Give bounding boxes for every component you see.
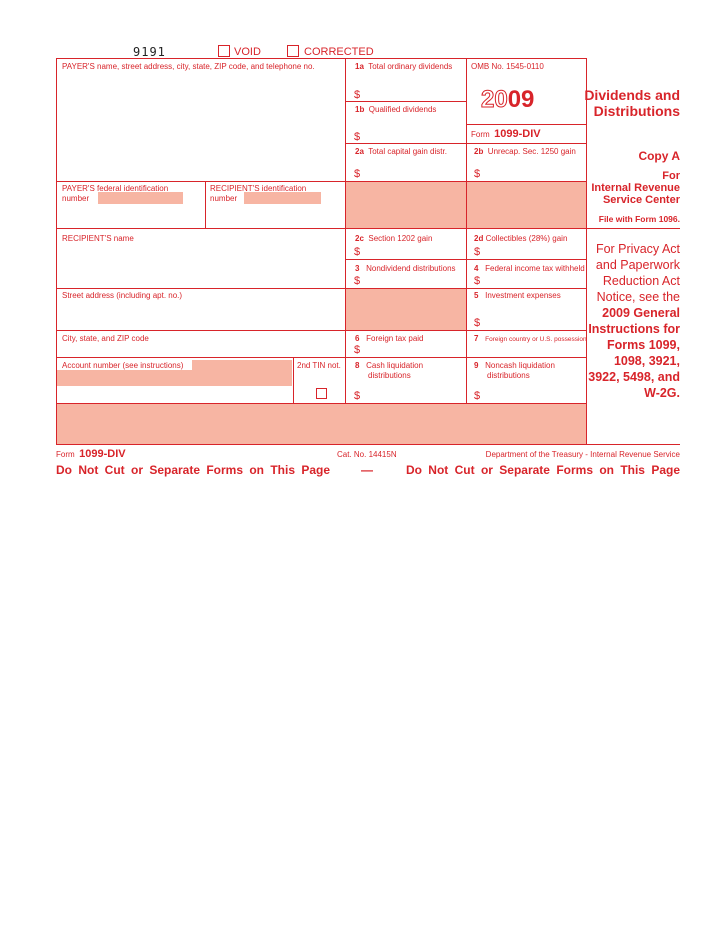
box-4-label: 4 Federal income tax withheld <box>474 264 585 273</box>
box-2d-dollar: $ <box>474 246 481 258</box>
box-1b-label: 1b Qualified dividends <box>355 105 437 114</box>
instructions-line-5: 3922, 5498, and <box>588 370 680 384</box>
box-8-label-2: distributions <box>368 371 411 380</box>
cut-warning-left: Do Not Cut or Separate Forms on This Page <box>56 463 331 477</box>
cut-warning-dash: — <box>361 463 373 477</box>
box-9-dollar: $ <box>474 390 481 402</box>
box-7-label: 7 Foreign country or U.S. possession <box>474 334 587 343</box>
box-2d-label: 2d Collectibles (28%) gain <box>474 234 568 243</box>
tax-year: 2009 <box>481 86 535 113</box>
void-checkbox[interactable] <box>218 45 230 57</box>
copy-irs-2: Service Center <box>602 194 680 206</box>
city-state-zip-label: City, state, and ZIP code <box>62 334 149 343</box>
box-1a-dollar: $ <box>354 89 361 101</box>
box-1b-dollar: $ <box>354 131 361 143</box>
instructions-line-4: 1098, 3921, <box>613 354 680 368</box>
instructions-line-1: 2009 General <box>602 306 680 320</box>
privacy-line-4: Notice, see the <box>596 290 680 304</box>
recipient-id-shade <box>244 192 321 204</box>
recipient-id-label-2: number <box>210 194 238 203</box>
account-shade-2 <box>192 360 292 370</box>
payer-fedid-label-1: PAYER'S federal identification <box>62 184 169 193</box>
instructions-line-6: W-2G. <box>644 386 680 400</box>
omb-number: OMB No. 1545-0110 <box>471 62 544 71</box>
box-5-dollar: $ <box>474 317 481 329</box>
form-code: 9191 <box>133 45 166 59</box>
account-number-label: Account number (see instructions) <box>62 361 184 370</box>
account-shade <box>56 370 292 386</box>
box-3-dollar: $ <box>354 275 361 287</box>
copy-irs-1: Internal Revenue <box>591 182 680 194</box>
box-4-dollar: $ <box>474 275 481 287</box>
footer-dept: Department of the Treasury - Internal Revenue Service <box>485 450 680 459</box>
box-8-label: 8 Cash liquidation <box>355 361 424 370</box>
second-tin-label: 2nd TIN not. <box>297 361 341 370</box>
footer-cat-no: Cat. No. 14415N <box>337 450 397 459</box>
privacy-line-1: For Privacy Act <box>595 242 680 256</box>
payer-fedid-shade <box>98 192 183 204</box>
street-address-label: Street address (including apt. no.) <box>62 291 183 300</box>
box-6-label: 6 Foreign tax paid <box>355 334 424 343</box>
box-3-label: 3 Nondividend distributions <box>355 264 456 273</box>
box-2b-dollar: $ <box>474 168 481 180</box>
box-2b-label: 2b Unrecap. Sec. 1250 gain <box>474 147 576 156</box>
payer-name-label: PAYER'S name, street address, city, state, ZIP code, and telephone no. <box>62 62 315 71</box>
box-8-dollar: $ <box>354 390 361 402</box>
omb-form-name: Form 1099-DIV <box>471 128 541 140</box>
footer-form-name: Form 1099-DIV <box>56 448 126 460</box>
bottom-shade <box>56 403 586 444</box>
form-title-2: Distributions <box>593 103 680 119</box>
privacy-line-3: Reduction Act <box>602 274 680 288</box>
box-blank-shade-2 <box>346 288 466 330</box>
second-tin-checkbox[interactable] <box>316 388 327 399</box>
box-6-dollar: $ <box>354 344 361 356</box>
recipient-name-label: RECIPIENT'S name <box>62 234 134 243</box>
box-2a-dollar: $ <box>354 168 361 180</box>
box-9-label-2: distributions <box>487 371 530 380</box>
box-5-label: 5 Investment expenses <box>474 291 561 300</box>
box-2c-dollar: $ <box>354 246 361 258</box>
privacy-line-2: and Paperwork <box>595 258 680 272</box>
form-title-1: Dividends and <box>584 87 680 103</box>
recipient-id-label-1: RECIPIENT'S identification <box>210 184 307 193</box>
corrected-checkbox[interactable] <box>287 45 299 57</box>
payer-fedid-label-2: number <box>62 194 90 203</box>
box-1a-label: 1a Total ordinary dividends <box>355 62 453 71</box>
box-2a-label: 2a Total capital gain distr. <box>355 147 447 156</box>
instructions-line-2: Instructions for <box>588 322 680 336</box>
file-with-1096: File with Form 1096. <box>598 214 680 224</box>
copy-label: Copy A <box>638 149 680 163</box>
instructions-line-3: Forms 1099, <box>607 338 680 352</box>
copy-for: For <box>662 170 680 182</box>
corrected-label: CORRECTED <box>304 46 374 58</box>
box-2c-label: 2c Section 1202 gain <box>355 234 433 243</box>
void-label: VOID <box>234 46 261 58</box>
cut-warning-right: Do Not Cut or Separate Forms on This Page <box>405 463 680 477</box>
box-9-label: 9 Noncash liquidation <box>474 361 555 370</box>
